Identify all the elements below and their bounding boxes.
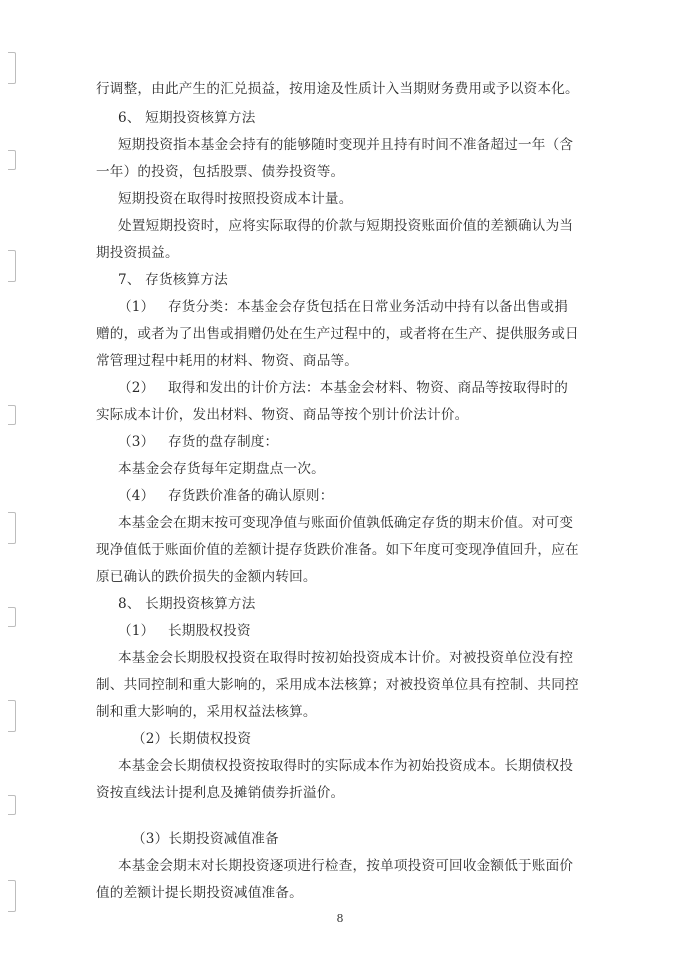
- list-item-text: 存货跌价准备的确认原则：: [168, 488, 334, 504]
- binding-hole-mark: [8, 880, 16, 912]
- paragraph-line: 本基金会存货每年定期盘点一次。: [118, 461, 325, 477]
- paragraph-line: 本基金会长期债权投资按取得时的实际成本作为初始投资成本。长期债权投: [118, 758, 574, 774]
- paragraph-line: 值的差额计提长期投资减值准备。: [96, 885, 303, 901]
- list-number: （1）: [118, 299, 155, 315]
- binding-hole-mark: [8, 607, 16, 627]
- section-heading: 7、 存货核算方法: [118, 272, 228, 288]
- list-number: （3）: [118, 434, 155, 450]
- paragraph-line: 本基金会期末对长期投资逐项进行检查，按单项投资可回收金额低于账面价: [118, 858, 574, 874]
- list-item: [118, 298, 568, 316]
- list-item: [118, 433, 278, 451]
- paragraph-line: 期投资损益。: [96, 245, 179, 261]
- paragraph-line: 短期投资指本基金会持有的能够随时变现并且持有时间不准备超过一年（含: [118, 137, 574, 153]
- list-item: [118, 622, 251, 640]
- list-item-text: 本基金会存货包括在日常业务活动中持有以备出售或捐: [236, 299, 569, 315]
- page-number: 8: [336, 912, 344, 925]
- paragraph-line: 常管理过程中耗用的材料、物资、商品等。: [96, 353, 359, 369]
- list-item-text: 存货的盘存制度：: [168, 434, 279, 450]
- paragraph-line: 本基金会长期股权投资在取得时按初始投资成本计价。对被投资单位没有控: [118, 650, 574, 666]
- list-item: [118, 487, 334, 505]
- binding-hole-mark: [8, 52, 16, 84]
- paragraph-line: 现净值低于账面价值的差额计提存货跌价准备。如下年度可变现净值回升，应在: [96, 542, 579, 558]
- paragraph-line: 行调整，由此产生的汇兑损益，按用途及性质计入当期财务费用或予以资本化。: [96, 81, 579, 97]
- paragraph-line: 本基金会在期末按可变现净值与账面价值孰低确定存货的期末价值。对可变: [118, 515, 574, 531]
- subsection-heading: （3）长期投资减值准备: [132, 831, 279, 847]
- list-number: （1）: [118, 623, 155, 639]
- paragraph-line: 短期投资在取得时按照投资成本计量。: [118, 191, 353, 207]
- paragraph-line: 赠的，或者为了出售或捐赠仍处在生产过程中的，或者将在生产、提供服务或日: [96, 326, 579, 342]
- list-item-label: 存货分类：: [168, 299, 237, 315]
- paragraph-line: 资按直线法计提利息及摊销债券折溢价。: [96, 785, 345, 801]
- list-item-text: 长期股权投资: [168, 623, 251, 639]
- paragraph-line: 一年）的投资，包括股票、债券投资等。: [96, 164, 345, 180]
- binding-hole-mark: [8, 250, 16, 282]
- subsection-heading: （2）长期债权投资: [132, 731, 252, 747]
- list-item: [118, 379, 568, 397]
- binding-hole-mark: [8, 700, 16, 732]
- list-number: （4）: [118, 488, 155, 504]
- paragraph-line: 处置短期投资时，应将实际取得的价款与短期投资账面价值的差额确认为当: [118, 218, 574, 234]
- list-item-text: 取得和发出的计价方法：本基金会材料、物资、商品等按取得时的: [168, 380, 569, 396]
- binding-hole-mark: [8, 150, 16, 170]
- binding-hole-mark: [8, 512, 16, 544]
- paragraph-line: 实际成本计价，发出材料、物资、商品等按个别计价法计价。: [96, 407, 469, 423]
- list-number: （2）: [118, 380, 155, 396]
- binding-hole-mark: [8, 405, 16, 425]
- section-heading: 8、 长期投资核算方法: [118, 596, 256, 612]
- paragraph-line: 制和重大影响的，采用权益法核算。: [96, 704, 317, 720]
- binding-hole-mark: [8, 795, 16, 815]
- paragraph-line: 制、共同控制和重大影响的，采用成本法核算；对被投资单位具有控制、共同控: [96, 677, 579, 693]
- paragraph-line: 原已确认的跌价损失的金额内转回。: [96, 569, 317, 585]
- section-heading: 6、 短期投资核算方法: [118, 110, 256, 126]
